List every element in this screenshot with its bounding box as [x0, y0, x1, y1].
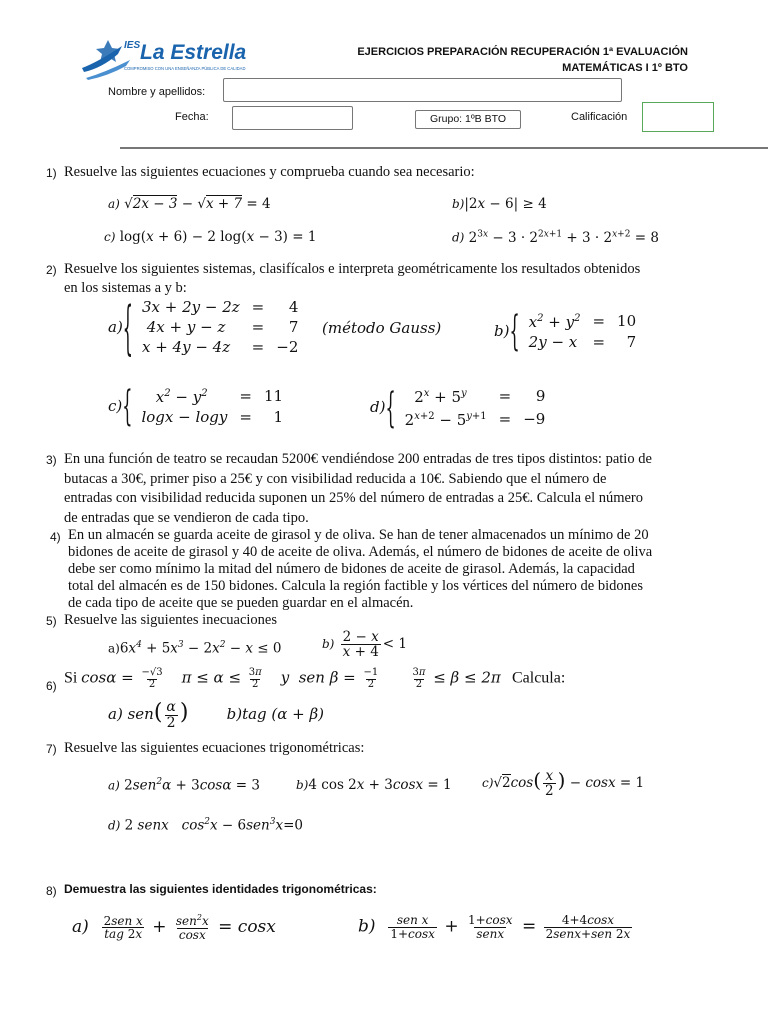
q5-b: b) $\frac{2 - x}{x + 4}$ < 1: [322, 629, 407, 661]
document-title: [357, 44, 688, 76]
q1-d: d) $2^{3x} - 3 \cdot 2^{2x+1} + 3 \cdot 2^{x+2} = 8$: [452, 229, 659, 246]
q1-text: Resuelve las siguientes ecuaciones y comprueba cuando sea necesario:: [64, 164, 475, 180]
q6-number: 6): [46, 679, 57, 693]
q7-a: a) 2sen$^2$α + 3cosα = 3: [108, 777, 260, 794]
title-line-2: MATEMÁTICAS I 1º BTO: [562, 62, 688, 74]
q8-a: a) $\frac{\text{2sen x}}{\text{tag 2x}}$ + $\frac{sen^2x}{\cos x}$ = cosx: [72, 913, 276, 942]
q8-b: b) $\frac{\text{sen x}}{1+\cos x}$ + $\frac{1+\cos x}{\text{senx}}$ = $\frac{4+4\cos x}{\text{2senx+sen 2x}}$: [358, 913, 631, 941]
q6-tasks: a) sen( $\frac{\alpha}{2}$ ) b)tag (α + β): [108, 699, 325, 731]
q6-given: Si cosα = $\frac{-√3}{2}$ π ≤ α ≤ $\frac{3\pi}{2}$ y sen β = $\frac{-1}{2}$ $\frac{3\pi}{2}$ ≤ β ≤ 2π Calcula:: [64, 667, 566, 690]
q3-number: 3): [46, 453, 57, 467]
grade-field[interactable]: [642, 102, 714, 132]
logo-name: La Estrella: [140, 41, 247, 64]
group-field: [415, 110, 521, 129]
q1-c: c) log(x + 6) − 2 log(x − 3) = 1: [104, 229, 317, 245]
q5-number: 5): [46, 614, 57, 628]
q7-text: Resuelve las siguientes ecuaciones trigonométricas:: [64, 740, 365, 756]
q8-text: Demuestra las siguientes identidades trigonométricas:: [64, 882, 377, 896]
q2-method-label: (método Gauss): [322, 319, 442, 337]
date-field[interactable]: [232, 106, 353, 130]
q3-text: En una función de teatro se recaudan 5200€ vendiéndose 200 entradas de tres tipos distintos: patio de butacas a 30€, primer piso a 25€ y con visibilidad reducida a 10€. Sabiendo que el número de entradas con visibilidad reducida suponen un 25% del número de entradas a 25€. Calcula el número de entradas que se vendieron de cada tipo.: [64, 451, 652, 526]
q2-line-2: en los sistemas a y b:: [64, 280, 187, 296]
q5-a: $a)6x^4 + 5x^3 - 2x^2 - x \le 0$: [108, 640, 282, 657]
q7-b: b)4 cos 2x + 3cosx = 1: [296, 777, 452, 793]
q7-c: c)√2cos( $\frac{x}{2}$ ) − cosx = 1: [482, 767, 645, 799]
name-field[interactable]: [223, 78, 622, 102]
q5-text: Resuelve las siguientes inecuaciones: [64, 612, 278, 628]
q2-line-1: Resuelve los siguientes sistemas, clasifícalos e interpreta geométricamente los resultados obtenidos: [64, 261, 641, 277]
logo-tagline: COMPROMISO CON UNA ENSEÑANZA PÚBLICA DE CALIDAD: [124, 66, 246, 71]
logo-prefix: IES: [124, 40, 141, 51]
q7-number: 7): [46, 742, 57, 756]
header-divider: [120, 147, 768, 149]
q1-number: 1): [46, 166, 57, 180]
group-value: Grupo: 1ºB BTO: [429, 113, 506, 125]
q8-number: 8): [46, 884, 57, 898]
name-label: Nombre y apellidos:: [108, 86, 206, 98]
q2-system-b: b) { $x^2 + y^2$ = 10 2y − x = 7: [494, 305, 637, 356]
q4-text: En un almacén se guarda aceite de girasol y de oliva. Se han de tener almacenados un mínimo de 20 bidones de aceite de girasol y 40 de aceite de oliva. Además, el número de bidones de aceite de oliva debe ser como mínimo la mitad del número de bidones de aceite de girasol. Además, la capacidad total del almacén es de 150 bidones. Calcula la región factible y los vértices del número de bidones de cada tipo de aceite que se pueden guardar en el almacén.: [68, 527, 653, 611]
q2-number: 2): [46, 263, 57, 277]
q7-d: d) 2 senx $\cos^2x - 6sen^3x=0$: [108, 817, 303, 834]
q2-system-a: a) { 3x + 2y − 2z = 4 4x + y − z = 7 x + 4y − 4z = −2: [108, 292, 299, 362]
q2-system-c: c) { $x^2 - y^2$ = 11 logx − logy = 1: [108, 380, 284, 431]
title-line-1: EJERCICIOS PREPARACIÓN RECUPERACIÓN 1ª EVALUACIÓN: [357, 46, 688, 58]
q1-b: b)|2x − 6| ≥ 4: [452, 196, 547, 212]
grade-label: Calificación: [571, 111, 628, 123]
date-label: Fecha:: [175, 111, 209, 123]
q1-a: a) √2x − 3 − √x + 7 = 4: [108, 196, 271, 212]
q2-system-d: d) { $2^x + 5^y$ = 9 $2^{x+2} - 5^{y+1}$ = −9: [370, 382, 546, 432]
q4-number: 4): [50, 530, 61, 544]
